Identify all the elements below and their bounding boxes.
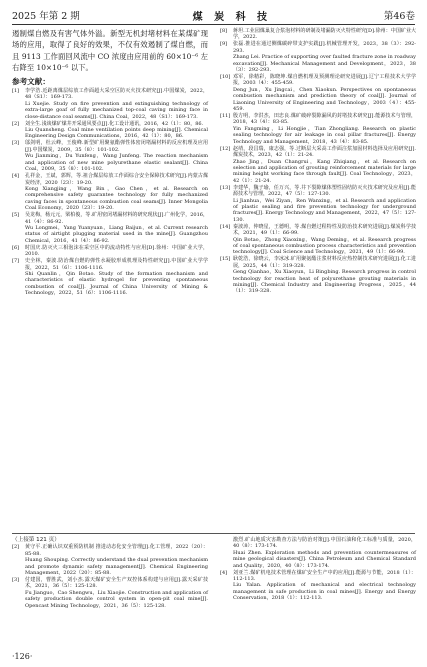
reference-text [25, 140, 208, 172]
reference-number: [8] [220, 28, 228, 34]
reference-number: [2] [12, 120, 20, 127]
reference-number: [1] [12, 88, 20, 95]
reference-number: [13] [220, 184, 231, 191]
reference-text-chinese: 吴龙梅，杨元元，梁柏俊，等.矿用密闭堵漏材料的研究现状[J].广州化学，2016，41（4）：86-92. [25, 212, 208, 225]
reference-number [220, 537, 233, 569]
reference-text-english: Zhao Jing，Duan Changrui，Kang Zhiqiang，et al. Research on selection and application of grouting reinforcement materials for large mining height working face through fault[J]. Coal Technology，2023，42（1）：21-24. [233, 158, 416, 184]
intro-paragraph: 遏制煤自燃及有害气体外溢。新型无机封堵材料在某煤矿现场的应用，取得了良好的效果，不仅有效遏制了煤自燃，而且 9113 工作面回风流中 CO 浓度由应用前的 60×10⁻⁶ 左右降至 10×10⁻⁶ 以下。 [12, 29, 208, 73]
reference-text [233, 570, 416, 602]
reference-text-english: Li Jianhua，Wei Ziyan，Ren Wanxing，et al. Research and application of plastic sealing and fire prevention technology for underground fractures[J]. Energy Technology and Management，2022，47（5）：127-130. [233, 197, 416, 223]
reference-list-left [12, 88, 208, 297]
reference-entry [12, 577, 208, 609]
reference-text [233, 41, 416, 73]
reference-text [233, 113, 416, 145]
reference-text-english: Wu Longmei，Yang Yuanyuan，Liang Baijun，et al. Current research status of airtight plugging material used in the mine[J]. Guangzhou Chemical，2016，41（4）：86-92. [25, 224, 208, 244]
reference-text-english: Wu Jianming，Du Yunfeng，Wang Junfeng. The reaction mechanism and application of new mine polyurethane elastic sealant[J]. China Coal，2009，35（8）：101-102. [25, 153, 208, 173]
reference-text [25, 258, 208, 296]
continued-from-label: （上接第 121 页） [12, 537, 60, 543]
reference-text-english: Shi Quanlin，Qin Botao. Study of the formation mechanism and characteristics of elastic hydrogel for preventing spontaneous combustion of coal[J]. Journal of China University of Mining & Technology，2022，51（6）：1106-1116. [25, 270, 208, 297]
reference-text-english: Kong Xiangjing，Wang Bin，Gao Chen，et al. Research on comprehensive safety guarantee technology for fully mechanized caving faces in spontaneous combustion coal seams[J]. Inner Mongolia Coal Economy，2020（23）：19-20. [25, 185, 208, 212]
reference-text-chinese: 李建华，魏子瑜，任万兴，等.井下裂隙煤体塑性固结防灭火技术研究及应用[J].能源技术与管理，2022，47（5）：127-130. [233, 184, 416, 198]
reference-text-chinese: 殷方明，李洪杰，田忠良.煤矿破碎裂隙漏风的封堵技术研究[J].能源技术与管理，2018，43（4）：83-85. [233, 113, 416, 126]
reference-number: [7] [12, 258, 20, 265]
reference-text [25, 173, 208, 211]
reference-text [233, 146, 416, 184]
reference-number: [14] [220, 223, 231, 230]
reference-list-right [220, 28, 416, 295]
reference-text-chinese: 黄守平.正确认识双重预防机制 推进动态化安全管理[J].化工管理，2022（20）：85-88. [25, 544, 208, 557]
reference-entry [220, 113, 416, 145]
reference-text-chinese: 邬剑明，杜云峰，王俊峰.新型矿用聚氨酯弹性体密闭堵漏材料的反应机理及应用[J].中国煤炭，2009，35（8）：101-102. [25, 140, 208, 153]
reference-text-chinese: 刘亚兰.煤矿机电技术管理在煤矿安全生产中的应用[J].能源与节能，2018（1）：112-113. [233, 569, 416, 583]
reference-text-chinese: 孔祥金，王斌，郭辉，等.祖合煤层综放工作面综合安全保障技术研究[J].内蒙古煤炭经济，2020（23）：19-20. [25, 173, 208, 186]
journal-title: 煤 炭 科 技 [192, 11, 272, 23]
reference-text-english: Li Xuejie. Study on fire prevention and extinguishing technology of extra-large goaf of fully mechanized top-coal caving mining face in close-distance coal seams[J]. China Coal，2022，48（S1）：169-173. [25, 100, 208, 120]
reference-text-english: Liu Quansheng. Coal mine ventilation points deep mining[J]. Chemical Engineering Design Communications，2016，42（1）：80，86. [25, 127, 208, 140]
reference-entry [220, 570, 416, 602]
reference-text [233, 224, 416, 256]
reference-text-english: Qin Botao，Zhong Xiaoxing，Wang Deming，et al. Research progress of coal spontaneous combustion process characteristics and prevention technology[J]. Coal Science and Technology，2021，49（1）：66-99. [233, 236, 416, 256]
reference-text-english: Geng Qianhao，Xu Xiaoyun，Li Bingbing. Research progress in control technology for reaction heat of polyurethane grouting materials in mining[J]. Chemical Industry and Engineering Progress，2025，44（1）：319-328. [233, 269, 416, 295]
reference-text-chinese: 付建国，曹胜武，刘小杰.露天煤矿安全生产双控体系构建与应用[J].露天采矿技术，2021，36（5）：125-128. [25, 577, 208, 590]
reference-number: [4] [220, 569, 228, 576]
reference-text-chinese: 李学浩.近距离煤层综放工作面超大采空区防灭火技术研究[J].中国煤炭，2022，48（S1）：169-173. [25, 88, 208, 101]
reference-number: [2] [12, 544, 20, 551]
reference-entry [12, 173, 208, 211]
reference-number: [15] [220, 256, 231, 263]
reference-entry [12, 88, 208, 120]
reference-text-english: Yin Fangming，Li Hongjie，Tian Zhongliang. Research on plastic sealing technology for air leakage in coal pillar fractures[J]. Energy Technology and Management，2018，43（4）：83-85. [233, 125, 416, 145]
volume-label: 第46卷 [383, 11, 415, 22]
reference-text-chinese: 刘全生.浅谈煤矿煤井开采通风要点[J].化工设计通讯，2016，42（1）：80，86. [25, 120, 204, 127]
continued-left-column [12, 537, 208, 610]
references-title: 参考文献： [12, 76, 50, 86]
reference-text-chinese: 激烈.矿山地质灾害勘查方法与防治对策[J].中国石油和化工标准与质量，2020，40（8）：173-174. [233, 537, 416, 550]
reference-text-chinese: 邓军，徐精彩，陈晓坤.煤自燃机理及预测理论研究进展[J].辽宁工程技术大学学报，2003（4）：455-459. [233, 74, 416, 87]
reference-text-chinese: 时国庆.防灭火三相泡沫在采空区中的流动特性与应用[D].徐州：中国矿业大学，2010. [25, 244, 208, 258]
reference-number: [3] [12, 577, 20, 584]
reference-entry [220, 74, 416, 112]
reference-number: [3] [12, 140, 20, 147]
issue-label: 2025 年第 2 期 [12, 11, 80, 22]
reference-text [25, 577, 208, 609]
reference-text [25, 88, 208, 120]
reference-entry [220, 28, 416, 41]
reference-entry [220, 537, 416, 569]
reference-entry [12, 258, 208, 296]
reference-number: [4] [12, 173, 20, 180]
reference-entry [220, 256, 416, 294]
page-number: ·126· [12, 652, 33, 661]
reference-number: [11] [220, 113, 231, 120]
continued-reference-list-left [12, 544, 208, 609]
reference-text-chinese: 赵靖，段昌瑞，康志强，等.过断层大采高工作面注浆加固材料选择及应用研究[J].煤炭技术，2023，42（1）：21-24. [233, 145, 416, 159]
reference-text-english: Huang Shouping. Correctly understand the dual prevention mechanism and promote dynamic safety management[J]. Chemical Engineering Management，2022（20）：85-88. [25, 557, 208, 577]
reference-text-chinese: 史全林，秦波.防治煤自燃的弹性水凝胶形成机理及特性研究[J].中国矿业大学学报，2022，51（6）：1106-1116. [25, 258, 208, 271]
reference-entry [12, 544, 208, 576]
reference-text [233, 256, 416, 294]
page-header [12, 6, 415, 25]
reference-entry [12, 212, 208, 244]
reference-entry [12, 245, 208, 258]
reference-entry [220, 146, 416, 184]
reference-number: [6] [12, 244, 20, 251]
reference-text-english: Zhang Lei. Practice of supporting over faulted fracture zone in roadway excavation[J]. Mechanical Management and Development，2023，38（3）：292-293. [233, 54, 416, 74]
reference-entry [220, 41, 416, 73]
left-column [12, 28, 208, 297]
reference-text-english: Huai Zhen. Exploration methods and prevention countermeasures of mine geological disasters[J]. China Petroleum and Chemical Standard and Quality，2020，40（8）：173-174. [233, 549, 416, 569]
reference-entry [220, 185, 416, 223]
reference-entry [12, 140, 208, 172]
reference-number: [12] [220, 145, 231, 152]
reference-text [25, 544, 208, 576]
reference-number: [5] [12, 212, 20, 219]
reference-number: [10] [220, 74, 231, 81]
reference-text-english: Deng Jun，Xu Jingcai，Chen Xiaokun. Perspectives on spontaneous combustion mechanism and prediction theory of coal[J]. Journal of Liaoning University of Engineering and Technology，2003（4）：455-459. [233, 86, 416, 113]
reference-text-chinese: 蒋坦.工业园煤巢复合浆泡材料的研制及堵漏防灭火特性研究[D].徐州：中国矿业大学，2022. [233, 28, 416, 41]
continued-reference-list-right [220, 537, 416, 602]
reference-text [25, 212, 208, 244]
right-column [220, 28, 416, 295]
section-divider [12, 533, 415, 534]
reference-text-chinese: 秦波涛，仲晓星，王德明，等.煤自燃过程特性及防治技术研究进展[J].煤炭科学技术，2021，49（1）：66-99. [233, 223, 416, 237]
reference-text-english: Liu Yalan. Application of mechanical and electrical technology management in safe production in coal mines[J]. Energy and Energy Conservation，2018（1）：112-113. [233, 582, 416, 602]
reference-text-chinese: 张磊.推进在通过侧煤碳碎带支护实践[J].机械管理开发，2023，38（3）：292-293. [233, 41, 416, 54]
reference-entry [12, 121, 208, 140]
reference-text-english: Fu Jianguo，Cao Shengwu，Liu Xiaojie. Construction and application of safety production double control system in open-pit coal mine[J]. Opencast Mining Technology，2021，36（5）：125-128. [25, 589, 208, 609]
reference-text [233, 28, 416, 41]
reference-number: [9] [220, 41, 228, 48]
reference-text-chinese: 耿乾浩，徐晓云，李冰冰.矿用聚氨酯注浆材料反应热控制技术研究进展[J].化工进展，2025，44（1）：319-328. [233, 256, 416, 269]
reference-text [25, 245, 208, 258]
continued-right-column [220, 537, 416, 602]
reference-text [233, 74, 416, 112]
reference-text [233, 537, 416, 569]
reference-text [25, 121, 208, 140]
reference-text [233, 185, 416, 223]
reference-entry [220, 224, 416, 256]
